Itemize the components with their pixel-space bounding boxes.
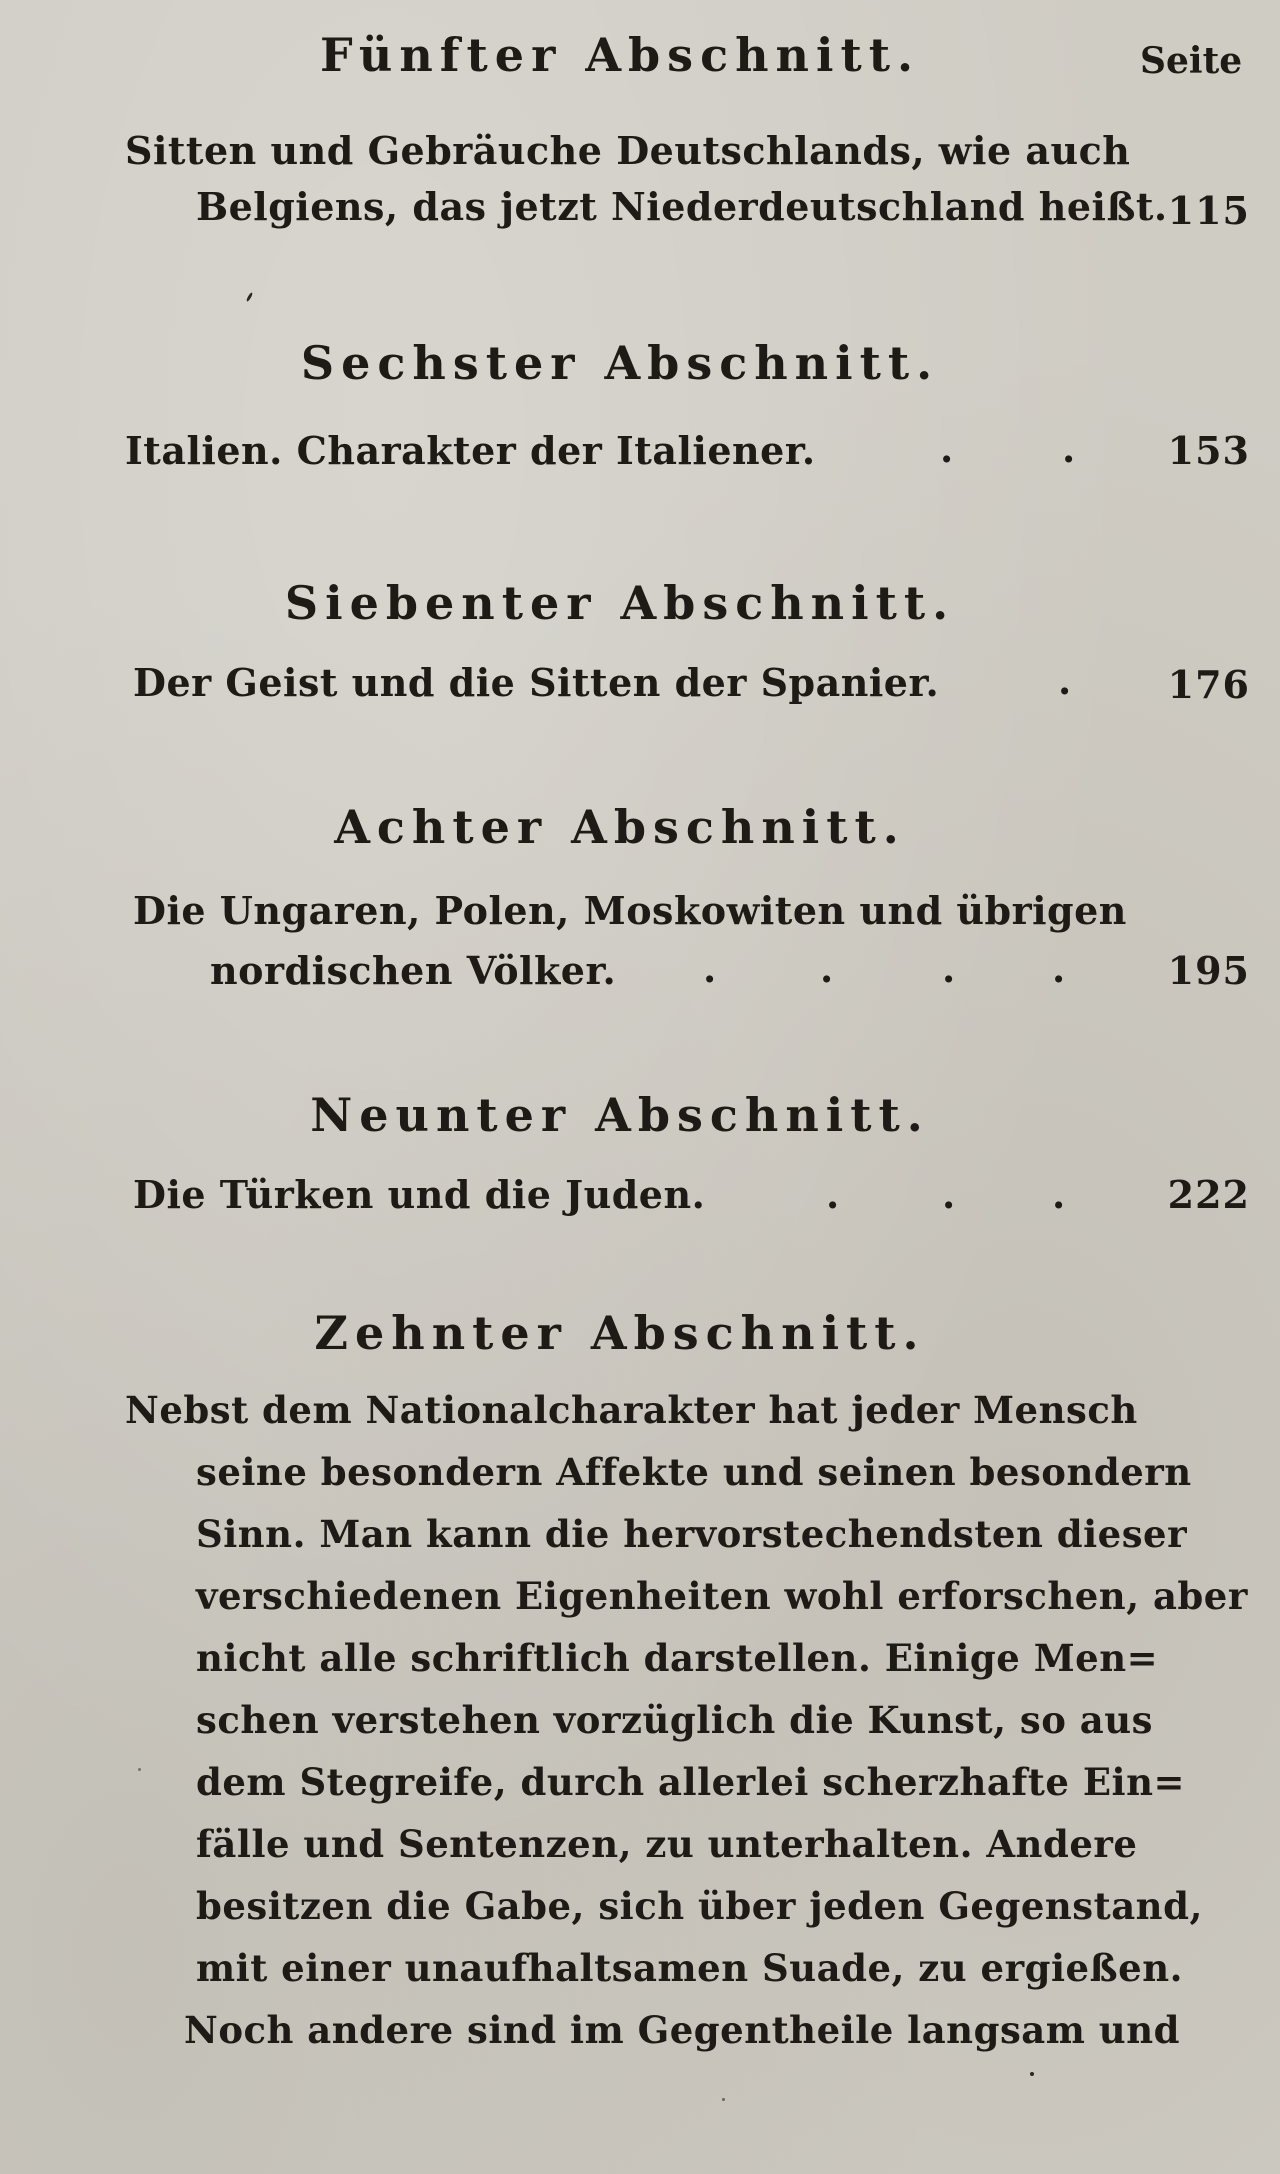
body-line-9: besitzen die Gabe, sich über jeden Gegenstand, <box>196 1884 1203 1928</box>
section-5-line-2: Belgiens, das jetzt Niederdeutschland heißt. <box>196 184 1168 229</box>
body-line-8: fälle und Sentenzen, zu unterhalten. Andere <box>196 1822 1138 1866</box>
section-6-page-number: 153 <box>1167 428 1250 473</box>
section-10-heading: Zehnter Abschnitt. <box>314 1306 926 1360</box>
section-6-line-1: Italien. Charakter der Italiener. <box>125 428 816 473</box>
leader-dot: . <box>820 946 834 991</box>
section-5-line-1: Sitten und Gebräuche Deutschlands, wie auch <box>125 128 1131 173</box>
leader-dot: . <box>1062 426 1076 471</box>
paper-mark <box>1030 2072 1034 2076</box>
section-7-line-1: Der Geist und die Sitten der Spanier. <box>133 660 940 705</box>
body-line-10: mit einer unaufhaltsamen Suade, zu ergießen. <box>196 1946 1183 1990</box>
leader-dot: . <box>1058 658 1072 703</box>
leader-dot: . <box>1052 946 1066 991</box>
body-line-11: Noch andere sind im Gegentheile langsam und <box>184 2008 1180 2052</box>
page-column-label: Seite <box>1140 40 1243 82</box>
body-line-2: seine besondern Affekte und seinen besondern <box>196 1450 1192 1494</box>
body-line-5: nicht alle schriftlich darstellen. Einige Men= <box>196 1636 1159 1680</box>
body-line-6: schen verstehen vorzüglich die Kunst, so aus <box>196 1698 1153 1742</box>
paper-mark <box>138 1768 141 1771</box>
body-line-4: verschiedenen Eigenheiten wohl erforschen, aber <box>196 1574 1248 1618</box>
section-6-heading: Sechster Abschnitt. <box>300 336 940 390</box>
section-5-heading: Fünfter Abschnitt. <box>320 28 920 82</box>
section-9-page-number: 222 <box>1167 1172 1250 1217</box>
body-line-1: Nebst dem Nationalcharakter hat jeder Mensch <box>125 1388 1138 1432</box>
section-8-heading: Achter Abschnitt. <box>334 800 906 854</box>
leader-dot: . <box>1052 1172 1066 1217</box>
paper-mark <box>722 2098 725 2101</box>
section-9-line-1: Die Türken und die Juden. <box>133 1172 706 1217</box>
leader-dot: . <box>942 946 956 991</box>
leader-dot: . <box>826 1172 840 1217</box>
paper-mark <box>246 292 254 302</box>
section-7-page-number: 176 <box>1167 662 1250 707</box>
body-line-3: Sinn. Man kann die hervorstechendsten dieser <box>196 1512 1188 1556</box>
section-8-page-number: 195 <box>1167 948 1250 993</box>
section-8-line-1: Die Ungaren, Polen, Moskowiten und übrigen <box>133 888 1127 933</box>
section-9-heading: Neunter Abschnitt. <box>310 1088 930 1142</box>
leader-dot: . <box>940 426 954 471</box>
leader-dot: . <box>703 946 717 991</box>
section-8-line-2: nordischen Völker. <box>210 948 617 993</box>
section-5-page-number: 115 <box>1167 188 1250 233</box>
section-7-heading: Siebenter Abschnitt. <box>284 576 956 630</box>
body-line-7: dem Stegreife, durch allerlei scherzhafte Ein= <box>196 1760 1185 1804</box>
leader-dot: . <box>942 1172 956 1217</box>
